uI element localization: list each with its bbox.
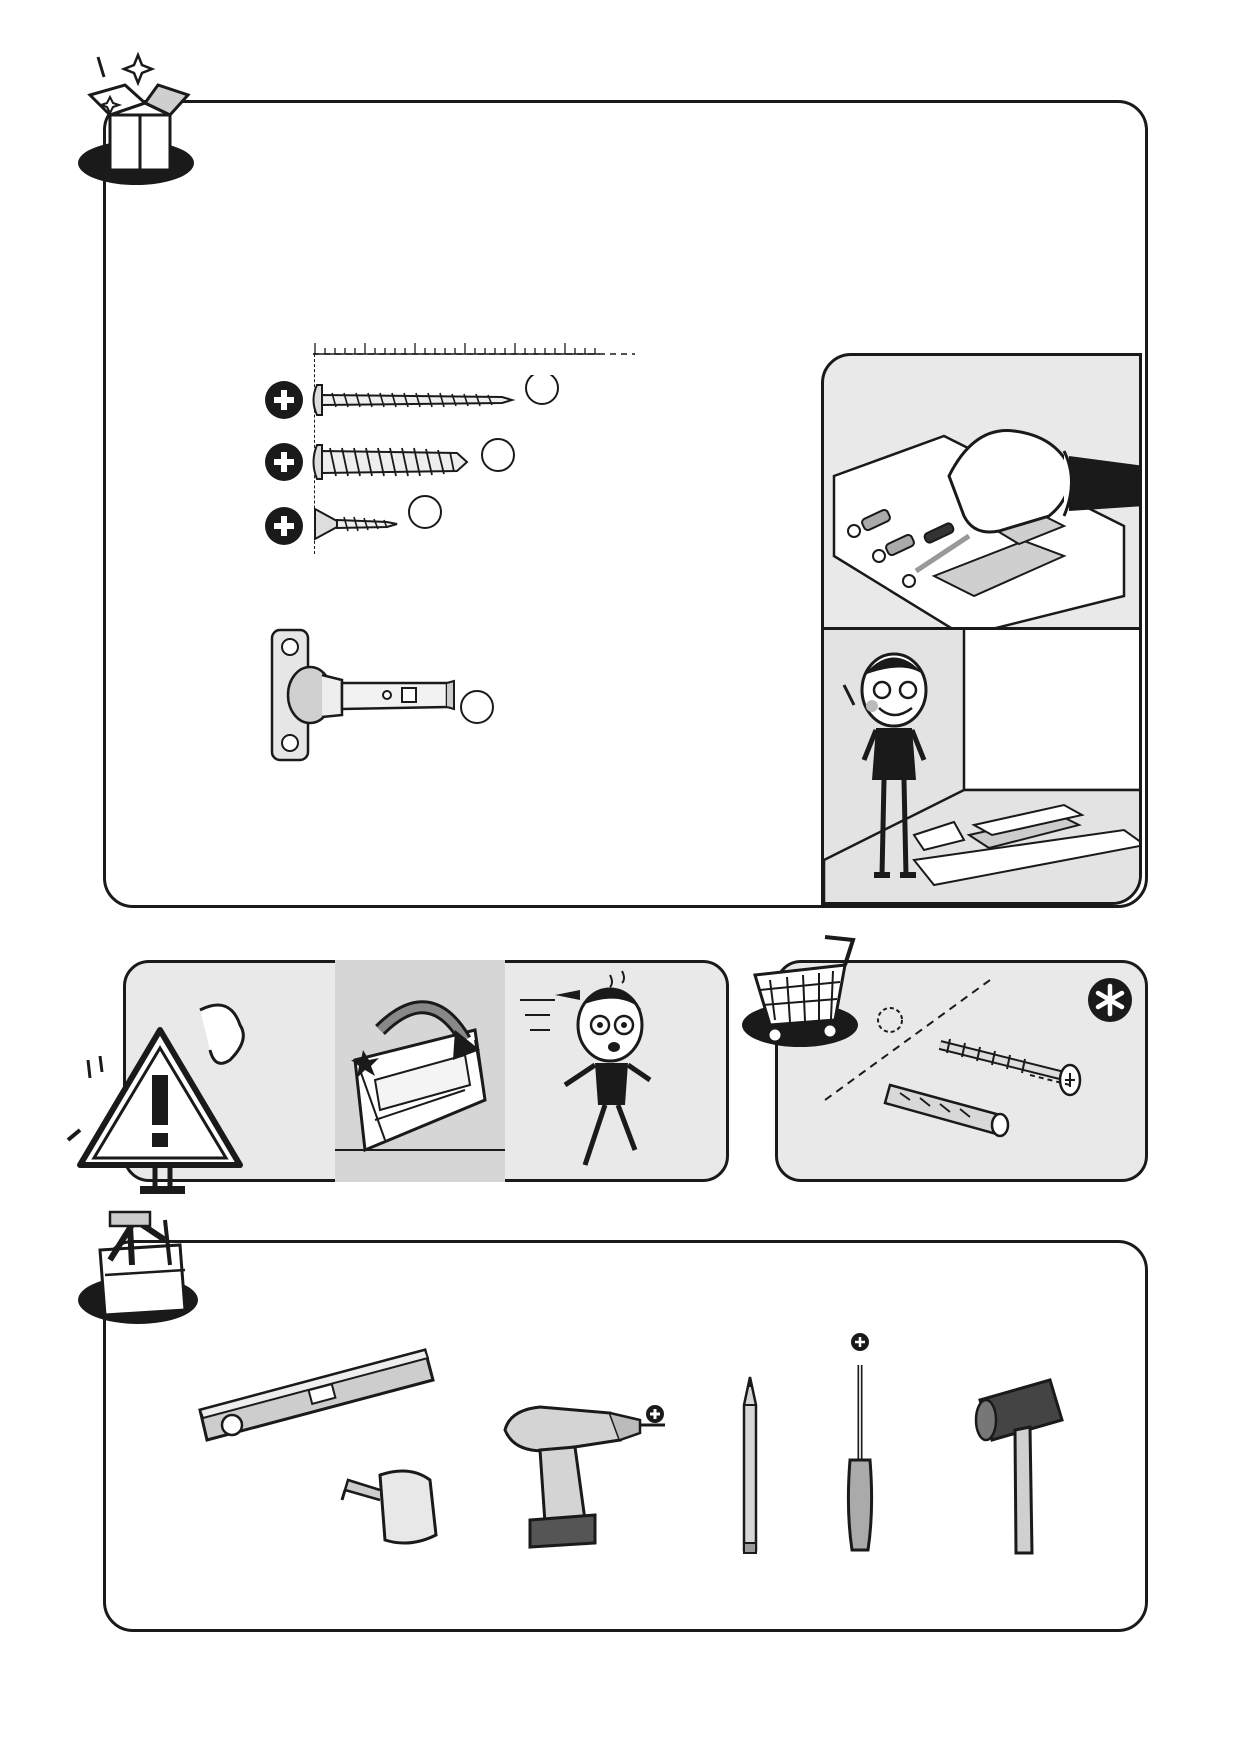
phillips-screwdriver-icon	[840, 1330, 880, 1560]
pencil-icon	[736, 1375, 764, 1560]
part-screw-short	[262, 495, 462, 550]
toolbox-icon	[70, 1200, 205, 1330]
part-hinge	[262, 625, 502, 765]
part-screw-thick	[262, 435, 522, 490]
rubber-mallet-icon	[970, 1375, 1070, 1560]
open-box-sparkle-icon	[70, 45, 200, 190]
part-screw-long	[262, 375, 562, 425]
tape-measure-icon	[340, 1460, 440, 1550]
hand-sorting-screws-illustration	[821, 353, 1142, 630]
running-worried-man-icon	[510, 965, 690, 1175]
wall-plug-and-screw-icon	[820, 975, 1090, 1175]
cordless-drill-icon	[500, 1395, 670, 1560]
ruler-scale-icon	[310, 338, 640, 368]
asterisk-icon	[1088, 978, 1132, 1022]
drill-phillips-badge-icon	[646, 1405, 664, 1423]
happy-man-with-unpacked-boards-illustration	[821, 627, 1142, 905]
warning-triangle-icon	[60, 990, 260, 1205]
tip-over-furniture-icon	[335, 960, 505, 1182]
spirit-level-icon	[195, 1340, 440, 1450]
